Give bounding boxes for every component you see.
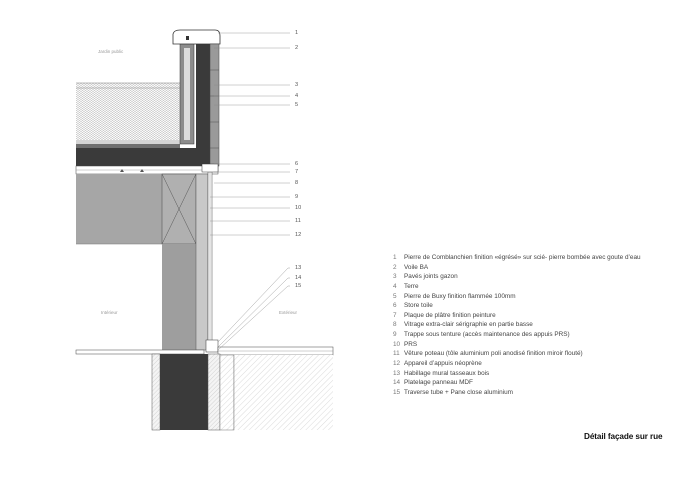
legend-number: 14 (393, 379, 401, 387)
legend-text: Vitrage extra-clair sérigraphie en partie basse (404, 321, 533, 329)
legend-item (393, 388, 693, 398)
legend-text: Terre (404, 282, 419, 290)
callout-number: 5 (295, 102, 299, 108)
legend-text: PRS (404, 340, 418, 348)
callout-number: 7 (295, 169, 299, 175)
callout-number: 12 (295, 232, 302, 238)
legend-text: Pavés joints gazon (404, 273, 458, 281)
legend-item (393, 292, 693, 302)
legend-item (393, 330, 693, 340)
column (162, 174, 208, 350)
legend-number: 4 (393, 282, 397, 290)
legend-item (393, 311, 693, 321)
legend-number: 12 (393, 360, 401, 368)
legend-text: Appareil d’appuis néoprène (404, 360, 482, 368)
zone-label-exterior: Extérieur (279, 310, 298, 315)
legend-text: Plaque de plâtre finition peinture (404, 311, 496, 319)
legend-number: 10 (393, 340, 401, 348)
callout-number: 1 (295, 30, 299, 36)
legend-text: Store toile (404, 302, 433, 310)
legend-number: 9 (393, 331, 397, 339)
zone-label-public-garden: Jardin public (98, 49, 124, 54)
legend-number: 2 (393, 263, 397, 271)
legend-item (393, 340, 693, 350)
callout-number: 2 (295, 45, 299, 51)
legend-number: 13 (393, 369, 401, 377)
legend-item (393, 282, 693, 292)
legend-item (393, 253, 693, 263)
legend-number: 11 (393, 350, 400, 358)
legend (393, 253, 693, 398)
legend-number: 5 (393, 292, 397, 300)
legend-text: Pierre de Buxy finition flammée 100mm (404, 292, 516, 300)
legend-text: Trappe sous tenture (accès maintenance des appuis PRS) (404, 331, 570, 339)
legend-item (393, 369, 693, 379)
legend-number: 3 (393, 273, 397, 281)
callout-number: 10 (295, 205, 302, 211)
legend-item (393, 349, 693, 359)
legend-item (393, 378, 693, 388)
drawing-title: Détail façade sur rue (584, 432, 663, 441)
legend-number: 1 (393, 254, 397, 261)
callout-number: 15 (295, 283, 302, 289)
callout-number: 13 (295, 265, 302, 271)
callout-number: 14 (295, 275, 302, 281)
legend-item (393, 359, 693, 369)
legend-number: 8 (393, 321, 397, 329)
callout-number: 6 (295, 161, 299, 167)
legend-item (393, 301, 693, 311)
callout-number: 11 (295, 218, 301, 224)
legend-number: 15 (393, 388, 401, 396)
legend-item (393, 320, 693, 330)
floor-base (76, 347, 333, 430)
legend-text: Habillage mural tasseaux bois (404, 369, 490, 377)
legend-text: Vêture poteau (tôle aluminium poli anodisé finition miroir flouté) (404, 350, 583, 358)
callout-number: 9 (295, 194, 299, 200)
ground-soil (76, 83, 180, 148)
legend-text: Pierre de Comblanchien finition «égrésé» sur scié- pierre bombée avec goute d’eau (404, 254, 641, 261)
legend-number: 6 (393, 302, 397, 310)
legend-text: Platelage panneau MDF (404, 379, 473, 387)
callout-number: 4 (295, 93, 299, 99)
legend-text: Voile BA (404, 263, 429, 271)
callout-number: 8 (295, 180, 299, 186)
callout-number: 3 (295, 82, 299, 88)
coping-stone (173, 30, 220, 44)
zone-label-interior: Intérieur (101, 310, 118, 315)
legend-text: Traverse tube + Pane close aluminium (404, 388, 513, 396)
legend-number: 7 (393, 311, 397, 319)
legend-item (393, 272, 693, 282)
callout-leaders (210, 33, 290, 350)
legend-item (393, 263, 693, 273)
